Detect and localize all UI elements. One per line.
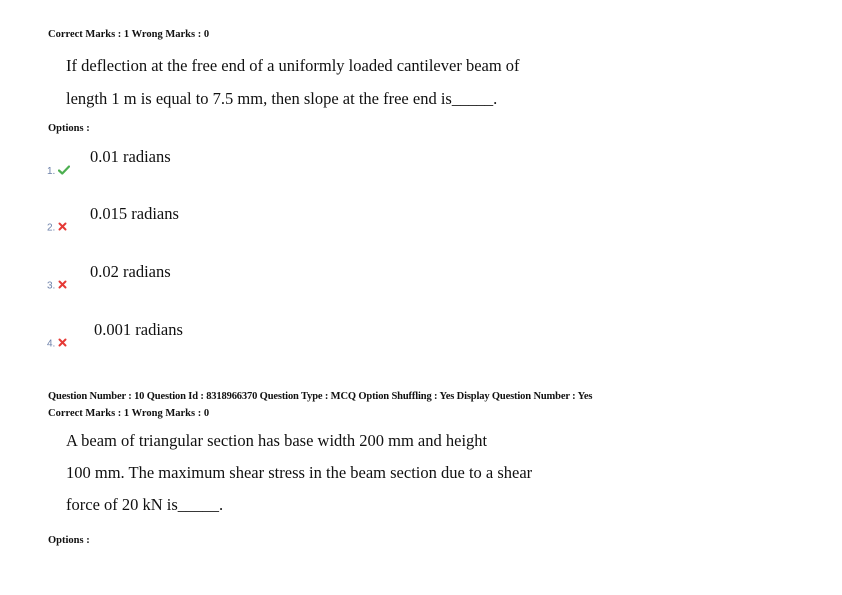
q1-option-3 (47, 280, 67, 292)
check-icon (58, 165, 70, 178)
q2-header-line: Question Number : 10 Question Id : 8318966370 Question Type : MCQ Option Shuffling : Yes Display Question Number : Yes (48, 391, 593, 402)
q1-text-line-1: If deflection at the free end of a uniformly loaded cantilever beam of (66, 56, 520, 75)
q1-option-1 (47, 165, 70, 178)
q1-text-line-2: length 1 m is equal to 7.5 mm, then slope at the free end is_____. (66, 89, 498, 108)
q1-option-4-number: 4. (47, 338, 56, 350)
cross-icon (58, 338, 67, 350)
q1-option-3-number: 3. (47, 280, 56, 292)
q1-option-1-number: 1. (47, 166, 56, 178)
q2-text-line-2: 100 mm. The maximum shear stress in the beam section due to a shear (66, 463, 533, 482)
q1-options-label: Options : (48, 123, 90, 134)
q1-option-4 (47, 338, 67, 350)
cross-icon (58, 280, 67, 292)
q1-option-2-text: 0.015 radians (90, 204, 179, 223)
q1-option-3-text: 0.02 radians (90, 262, 171, 281)
q2-options-label: Options : (48, 535, 90, 546)
q1-option-2 (47, 222, 67, 234)
q1-marks-line: Correct Marks : 1 Wrong Marks : 0 (48, 29, 210, 40)
q2-text-line-1: A beam of triangular section has base width 200 mm and height (66, 431, 488, 450)
q2-text-line-3: force of 20 kN is_____. (66, 495, 224, 514)
q1-option-1-text: 0.01 radians (90, 147, 171, 166)
cross-icon (58, 222, 67, 234)
q2-marks-line: Correct Marks : 1 Wrong Marks : 0 (48, 408, 210, 419)
q1-option-4-text: 0.001 radians (94, 320, 183, 339)
q1-option-2-number: 2. (47, 222, 56, 234)
